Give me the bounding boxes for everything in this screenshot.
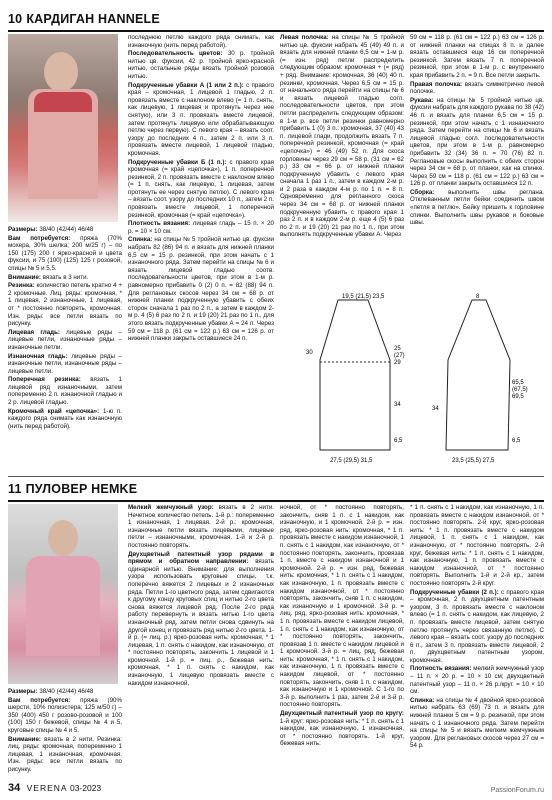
paragraph: Подкрученные убавки А (1 или 2 п.): с правого края – кромочная, 1 лицевой 1 гладью, 2 п. провязать вместе с наклоном влево (= 1 п. снять, как лицевую, 1 лицевая и протянуть через нее снятую), или 3 п. провязать вместе лицевой, затем протянуть лицевую или обрабатывающую петлю через первую). С левого края – вязать соот. узору до последних 4 п., затем 2 п. или 3 п. провязать вместе лицевой, 1 лицевой гладью, кромочная. bbox=[128, 81, 274, 157]
dim-h2: (67,5) bbox=[512, 387, 528, 393]
dim-d5: 6,5 bbox=[394, 438, 403, 444]
paragraph: Кромочный край «цепочка»: 1-ю п. каждого ряда снимать как изнаночную (нить перед работой). bbox=[8, 407, 122, 430]
dim-bottom: 23,5 (25,5) 27,5 bbox=[452, 458, 495, 464]
paragraph: Поперечная резинка: вязать 1 лицевой ряд изнаночными, затем попеременно 2 п. изнаночной гладью и 2 р. лицевой гладью. bbox=[8, 376, 122, 407]
paragraph: Внимание: вязать в 2 нити. Резинка: лиц. ряды: кромочная, попеременно 1 лицевая, 1 изнаночная, кромочная. Изн. ряды: все петли вязать по рисунку. bbox=[8, 735, 122, 773]
s10-column-1 bbox=[8, 226, 122, 431]
paragraph: Двухцветный патентный узор по кругу: 1-й круг: ярко-розовая нить: * 1 п. снять с 1 накидом, как изнаночную, 1 изнаночная, от * постоянно повторять. 1-й круг, бежевая нить: bbox=[280, 710, 404, 748]
paragraph: Резинка: количество петель кратно 4 + 2 кромочные. Лиц. ряды: кромочная, * 1 лицевая, 2 изнаночные, 1 лицевая, от * постоянно повторять, кромочная. Изн. ряды: все петли вязать по рисунку. bbox=[8, 282, 122, 328]
dim-d3: 29 bbox=[394, 360, 401, 366]
section-10-header bbox=[8, 12, 160, 26]
paragraph: Последовательность цветов: 30 р. тройной нитью цв. фуксии, 42 р. тройной ярко-красной нитью, остальные ряды вязать тройной розовой нитью. bbox=[128, 50, 274, 80]
dim-d1: 6,5 bbox=[512, 438, 521, 444]
paragraph: ночной, от * постоянно повторять, закончить, сняв 1 п. с 1 накидом, как изнаночную, и 1 кромочной. 2-й р. = изн. ряд, ярко-розовая нить: кромочная, * 1 п. провязать вместе с накидом изнаночной, 1 п. снять с 1 накидом, как изнаночную, от * постоянно повторять, закончить, провязав 1 п. вместе с накидом изнаночной и 1 кромочной. 2-й р. = изн. ряд, бежевая нить: кромочная, * 1 п. снять с 1 накидом, как изнаночную, 1 п. провязать вместе с накидом изнаночной, от * постоянно повторять, закончить, сняв 1 п. с накидом, как изнаночную и 1 кромочной. 3-й р. = лиц. ряд, ярко-розовая нить: кромочная, * 1 п. провязать вместе с накидом лицевой, 1 п. снять с 1 накидом, как изнаночную, от * постоянно повторять, закончить, провязав 1 п. вместе с накидом лицевой и 1 кромочной. 3-й р. = лиц. ряд, бежевая нить: кромочная, * 1 п. снять с 1 накидом, как изнаночную, 1 п. провязать вместе с накидом лицевой, от * постоянно повторять, закончить, сняв 1 п. с накидом, как изнаночную и 1 кромочной. С 1-го по 3-й р. выполнить 1 раз, затем 2-й и 3-й р. постоянно повторять. bbox=[280, 504, 404, 709]
paragraph: Рукава: на спицы № 5 тройной нитью цв. фуксии набрать для каждого рукава по 38 (42) 46 п. и вязать для планки 6,5 см = 15 р. резинкой, при этом начать с 1 изнаночного ряда. Затем перейти на спицы № 6 и вязать лицевой гладью согл. последовательности цветов, при этом в 1-м р. равномерно прибавить 32 (34) 36 п. = 70 (76) 82 п. Реглановые скосы выполнить с обеих сторон через 34 см = 68 р. от планки, как на спинке. Через 59 см = 118 р. (61 см = 122 р.) 63 см = 126 р. от планки закрыть оставшиеся 12 п. bbox=[410, 96, 544, 188]
s11-column-4 bbox=[410, 504, 544, 751]
section-divider bbox=[8, 476, 544, 477]
paragraph: Правая полочка: вязать симметрично левой полочке. bbox=[410, 80, 544, 96]
product-photo-cardigan bbox=[8, 34, 118, 222]
paragraph: Лицевая гладь: лицевые ряды – лицевые петли, изнаночные ряды – изнаночные петли. bbox=[8, 328, 122, 351]
dim-d2: (27) bbox=[394, 353, 405, 359]
section-divider bbox=[8, 500, 544, 502]
dim-h3: 69,5 bbox=[512, 394, 524, 400]
magazine-name: VERENA bbox=[26, 783, 68, 793]
s11-column-1 bbox=[8, 688, 122, 775]
section-title: КАРДИГАН HANNELE bbox=[26, 12, 160, 26]
page-number: 34 bbox=[8, 782, 21, 794]
paragraph: Вам потребуется: пряжа (90% шерсти, 10% полиэстера; 125 м/50 г) – 350 (400) 450 г розово-розовой и 100 (100) 150 г бежевой, спицы № 4 и 5, круговые спицы № 4 и 5. bbox=[8, 696, 122, 734]
s11-column-3 bbox=[280, 504, 404, 749]
dim-bottom: 27,5 (29,5) 31,5 bbox=[330, 458, 373, 464]
paragraph: Левая полочка: на спицы № 5 тройной нитью цв. фуксии набрать 45 (49) 49 п. и вязать для нижней планки 6,5 см = 1-м р. (= изн. ряд) петли распределить следующим образом: кромочная + (= ряд) + ряд. Внимание: кромочная, 36 (40) 40 п. резинки, кромочная. Через 6,5 см = 15 р. от начального ряда перейти на спицы № 6 и вязать лицевой гладью согл. последовательности цветов, при этом петли распределить следующим образом: в 1-м р. все петли резинки равномерно прибавить 1 (0) 3 п.: кромочная, 37 (40) 43 п. лицевой глади, продолжить вязать 7 п. поперечной резинкой, кромочная (= край «цепочка») = 46 (49) 52 п. Для скоса горловины через 29 см = 58 р. (31 см = 62 р.) 33 см = 66 р. от нижней планки подкрученную убавить с левого края сначала 1 раз 1 п., затем в каждом 2-м р. и 2 раза в каждом 4-м р. по 1 п. = 8 п. Одновременно для регланного скоса через 34 см = 68 р. от нижней планки подкрученную убавить с правого края 1 раз 2 п. и в каждом 2-м р. еще 4 (5) 6 раз по 2 п. и 19 (20) 21 раз по 1 п., при этом выполнять подкрученные убавки А. Через bbox=[280, 34, 404, 239]
paragraph: Внимание: вязать в 3 нити. bbox=[8, 273, 89, 281]
paragraph: Спинка: на спицы № 4 двойной ярко-розовой нитью набрать 63 (69) 73 п. и вязать для нижней планки 5 см = 9 р. резинкой, при этом начать с 1 изнаночного ряда. Затем перейти на спицы № 5 и вязать мелким жемчужным узором. Для реглановых скосов через 27 см = 54 р. bbox=[410, 696, 544, 750]
paragraph: Плотность вязания: лицевая гладь – 15 п. × 20 р. = 10 × 10 см. bbox=[128, 220, 274, 235]
dim-d4: 34 bbox=[394, 402, 401, 408]
watermark: PassionForum.ru bbox=[490, 787, 544, 794]
paragraph: Изнаночная гладь: лицевые ряды – изнаночные петли, изнаночные ряды – лицевые петли. bbox=[8, 352, 122, 375]
issue: 03-2023 bbox=[69, 783, 102, 793]
paragraph: Сборка: выполнить швы реглана. Отклеванным петли бейки соединить швом «петля в петлю». Бейку пришить к горловине спинки. Выполнить швы рукавов и боковые швы. bbox=[410, 188, 544, 227]
s10-column-2 bbox=[128, 34, 274, 344]
section-number: 10 bbox=[8, 12, 23, 26]
s10-column-3b bbox=[410, 34, 544, 228]
section-title: ПУЛОВЕР HEMKE bbox=[25, 482, 138, 496]
dim-h1: 65,5 bbox=[512, 380, 524, 386]
dim-height: 30 bbox=[306, 350, 313, 356]
product-photo-pullover bbox=[8, 504, 118, 684]
section-divider bbox=[8, 30, 544, 32]
paragraph: Вам потребуется: пряжа (70% мохера, 30% шелка; 200 м/25 г) – по 150 (175) 200 г ярко-красной и цвета фуксии, и 75 (100) (125) 125 г розовой, спицы № 5 и 5,5. bbox=[8, 234, 122, 272]
paragraph: Подкрученные убавки (2 п.): с правого края – кромочная, 2 п. двухцветным патентным узором, 3 п. провязать вместе с наклоном влево (= 1 п. снять с накидом, как лицевую, 2 п. провязать вместе лицевой, затем снятую петлю протянуть через связанную петлю). С левого края – вязать соот. узору до последних 6 п., затем 3 п. провязать вместе лицевой, 2 п. двухцветным патентным узором, кромочная. bbox=[410, 588, 544, 664]
paragraph: последнюю петлю каждого ряда снимать, как изнаночную (нить перед работой). bbox=[128, 34, 274, 49]
schematic-back bbox=[290, 290, 420, 470]
paragraph: Мелкий жемчужный узор: вязать в 2 нити. Нечетное количество петель. 1-й р.: попеременно 1 изнаночная, 1 лицевая. 2-й р.: кромочная, изнаночные петли вязать лицевыми, лицевые петли – изнаночными, кромочная. 1-й и 2-й р. постоянно повторять. bbox=[128, 504, 274, 549]
paragraph: * 1 п. снять с 1 накидом, как изнаночную, 1 п. провязать вместе с накидом изнаночной, от * постоянно повторять. 2-й круг, ярко-розовая нить: * 1 п. провязать вместе с накидом лицевой, 1 п. снять с 1 накидом, как изнаночную, от * постоянно повторять. 2-й круг, бежевая нить: * 1 п. снять с 1 накидом, как изнаночную, 1 п. провязать вместе с накидом изнаночной, от * постоянно повторять. Выполнить 1-й и 2-й кр., затем постоянно повторять 2-й круг. bbox=[410, 504, 544, 587]
section-number: 11 bbox=[8, 482, 22, 496]
paragraph: Плотность вязания: мелкий жемчужный узор – 11 п. × 20 р. = 10 × 10 см; двухцветный патентный узор – 11 п. × 26 р./круг. = 10 × 10 см. bbox=[410, 665, 544, 696]
paragraph: 59 см = 118 р. (61 см = 122 р.) 63 см = 126 р. от нижней планки на спицах 8 п. и далее вязать оставшиеся еще 16 см поперечной резинкой. Затем вязать 7 п. поперечной резинкой, при этом в 1-м р. с внутреннего края прибавить 2 п. = 9 п. Все петли закрыть. bbox=[410, 34, 544, 79]
schematic-sleeve bbox=[420, 290, 548, 470]
paragraph: Подкрученные убавки Б (1 п.): с правого края кромочная (= край «цепочка»), 1 п. поперечной резинкой, 2 п. провязать вместе с наклоном влево (= 1 п. снять, как лицевую, 1 лицевая, затем протянуть ее через снятую петлю). С левого края – вязать соот. узору до последних 10 п., затем 2 п. провязать вместе лицевой, 1 поперечной резинкой, кромочная (= край «цепочка»). bbox=[128, 158, 274, 219]
section-11-header bbox=[8, 482, 137, 496]
dim-top: 8 bbox=[476, 294, 480, 300]
paragraph: Размеры: 38/40 (42/44) 46/48 bbox=[8, 688, 94, 695]
paragraph: Двухцветный патентный узор рядами в прямом и обратном направлении: вязать одинарной нитью. Внимание: для выполнения узора использовать круговые спицы, т.к. поперечно вяжется 2 лицевых и 2 изнаночных ряда. Петли 1-го цветного ряда, затем сдвигаются к другому концу круговых спиц и нитью 2-го цвета снова вяжется лицевой ряд. После 2-го ряда работу перевернуть и вязать нитью 1-го цвета изнаночный ряд, затем петли снова сдвинуть на другой конец и провязать ряд нитью 2-го цвета. 1-й р. (= лиц. р.) ярко-розовая нить: кромочная, * 1 лицевая, 1 п. снять с накидом, как изнаночную, от * постоянно повторять, закончить 1 лицевой и 1 кромочной. 1-й р. = лиц. р., бежевая нить: кромочная, * 1 п. снять с накидом, как изнаночную, 1 лицевую провязать вместе с накидом изнаночной, bbox=[128, 550, 274, 687]
paragraph: Спинка: на спицы № 5 тройной нитью цв. фуксии набрать 82 (86) 94 п. и вязать для нижней планки 6,5 см = 15 р. резинкой, при этом начать с 1 изнаночного ряда. Затем перейти на спицы № 6 и вязать лицевой гладью соотв. последовательности цветов, при этом в 1-м р. равномерно прибавить 0 (2) 0 п. = 82 (88) 94 п. Для реглановых скосов через 34 см = 68 р. от нижней планки подкрученную убавить с обеих сторон сначала 1 раз по 2 п., а затем в каждом 2-м р. 4 (5) 6 раз по 2 п. и 19 (20) 21 раз по 1 п., для этого вязать подкрученные убавки А = 24 п. Через 59 см = 118 р. (61 см = 122 р.) 63 см = 126 р. от нижней планки закрыть оставшиеся 24 п. bbox=[128, 236, 274, 343]
dim-top: 19,5 (21,5) 23,5 bbox=[342, 294, 385, 300]
s10-column-3a bbox=[280, 34, 404, 240]
page-footer bbox=[8, 782, 101, 794]
dim-d1: 25 bbox=[394, 346, 401, 352]
s11-column-2 bbox=[128, 504, 274, 688]
paragraph: Размеры: 38/40 (42/44) 46/48 bbox=[8, 226, 94, 233]
dim-side: 34 bbox=[432, 406, 439, 412]
